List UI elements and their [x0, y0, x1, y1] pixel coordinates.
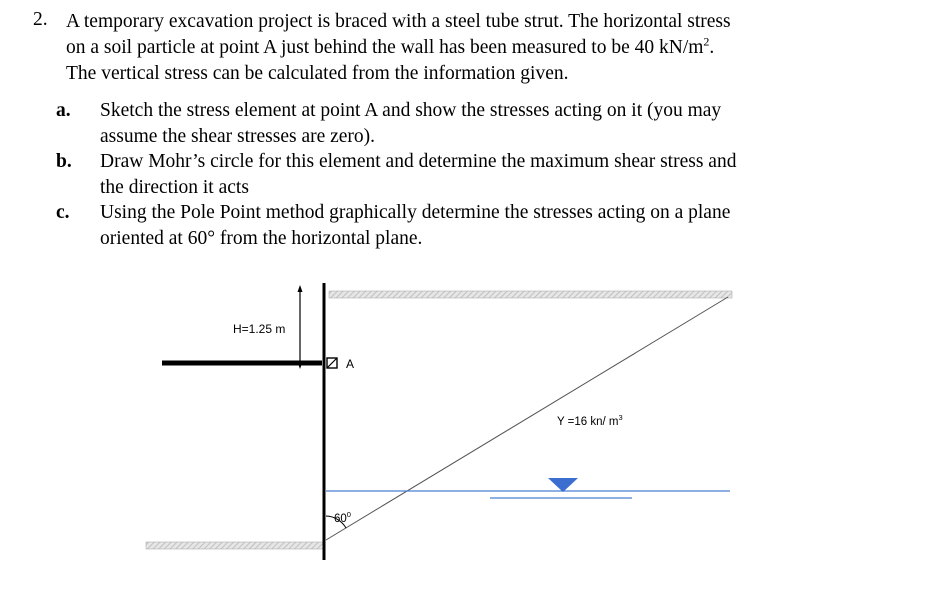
part-a-line-2: assume the shear stresses are zero).	[100, 126, 376, 147]
part-b-label: b.	[56, 151, 72, 172]
angle-label-text: 60	[334, 513, 347, 525]
unit-weight-text: Y =16 kn/ m	[557, 416, 619, 428]
question-line-2-sup: 2	[703, 34, 710, 49]
height-label: H=1.25 m	[233, 322, 286, 336]
question-number: 2.	[33, 9, 48, 30]
part-a-line-1: Sketch the stress element at point A and show the stresses acting on it (you may	[100, 100, 722, 121]
height-arrow-up-icon	[298, 285, 303, 292]
question-line-2-end: .	[709, 37, 715, 58]
ground-surface-top	[329, 291, 732, 298]
unit-weight-sup: 3	[618, 413, 623, 422]
angle-label-sup: 0	[346, 510, 351, 519]
part-b-line-1: Draw Mohr’s circle for this element and determine the maximum shear stress and	[100, 151, 737, 172]
ground-surface-bottom	[146, 542, 324, 549]
part-c-label: c.	[56, 202, 70, 223]
water-table-icon	[548, 478, 578, 492]
point-a-label: A	[346, 357, 355, 371]
failure-plane-line	[326, 297, 728, 540]
unit-weight-label	[557, 413, 623, 428]
question-line-3: The vertical stress can be calculated from the information given.	[66, 63, 569, 84]
part-c-line-2: oriented at 60° from the horizontal plane.	[100, 228, 423, 249]
part-b-line-2: the direction it acts	[100, 177, 249, 198]
part-c-line-1: Using the Pole Point method graphically determine the stresses acting on a plane	[100, 202, 731, 223]
question-line-2-text: on a soil particle at point A just behind the wall has been measured to be 40 kN/m	[66, 37, 704, 58]
part-a-label: a.	[56, 100, 71, 121]
question-line-1: A temporary excavation project is braced with a steel tube strut. The horizontal stress	[66, 11, 731, 32]
angle-label	[334, 510, 351, 525]
